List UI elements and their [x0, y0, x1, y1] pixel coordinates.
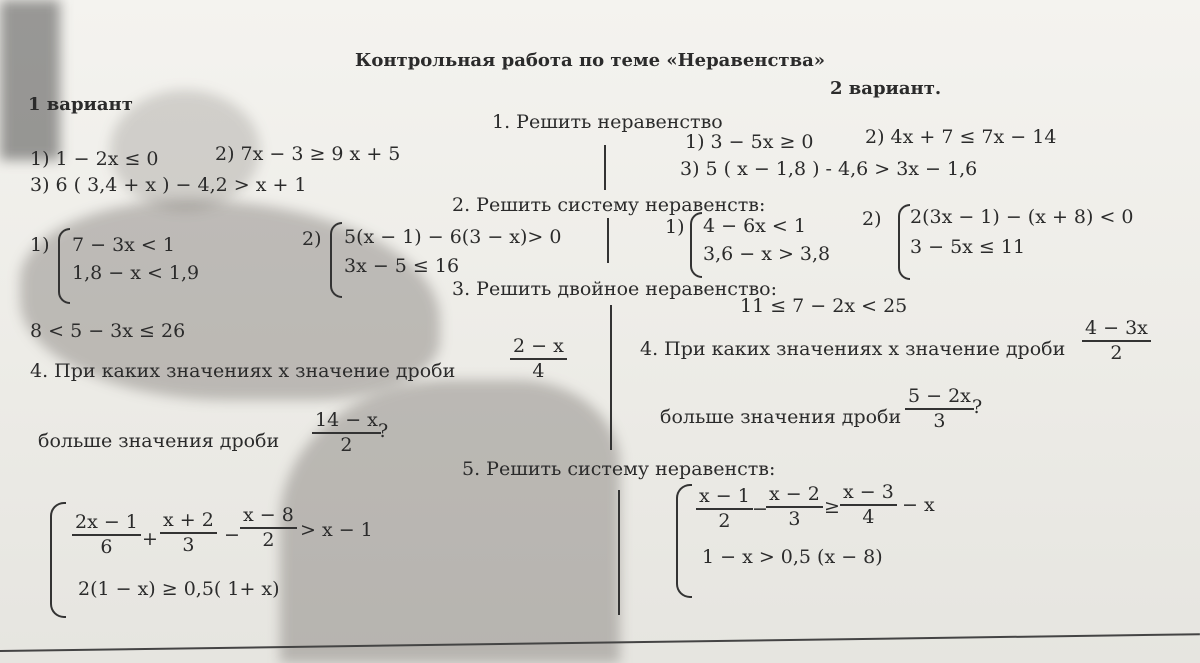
variant-2-label: 2 вариант. — [830, 78, 942, 99]
task1-v2-item1: 1) 3 − 5x ≥ 0 — [685, 131, 814, 153]
system-brace — [676, 484, 692, 598]
fraction-numerator: x − 3 — [840, 482, 897, 506]
task5-v1-fraction2 — [160, 510, 217, 557]
task4-v1-fraction2 — [312, 410, 381, 457]
fraction-denominator: 2 — [1110, 341, 1123, 364]
task1-v2-item2: 2) 4x + 7 ≤ 7x − 14 — [865, 126, 1057, 148]
column-divider — [610, 305, 612, 450]
page-title: Контрольная работа по теме «Неравенства» — [355, 50, 825, 71]
fraction-denominator: 3 — [788, 507, 801, 530]
task4-v1-line2: больше значения дроби — [38, 430, 280, 452]
task1-v1-item3: 3) 6 ( 3,4 + x ) − 4,2 > x + 1 — [30, 174, 307, 196]
fraction-numerator: x − 2 — [766, 484, 823, 508]
system-brace — [898, 204, 910, 280]
task2-v2-sys2-line2: 3 − 5x ≤ 11 — [910, 236, 1026, 258]
task5-v2-fraction2 — [766, 484, 823, 531]
task5-v2-rhs: − x — [902, 494, 935, 516]
fraction-numerator: x − 1 — [696, 486, 753, 510]
task4-v2-line2: больше значения дроби — [660, 406, 902, 428]
task2-heading: 2. Решить систему неравенств: — [452, 194, 766, 216]
task5-v1-fraction1 — [72, 512, 141, 559]
system-brace — [690, 212, 702, 278]
task3-v1-inequality: 8 < 5 − 3x ≤ 26 — [30, 320, 186, 342]
task4-v1-fraction1 — [510, 336, 567, 383]
column-divider — [618, 490, 620, 615]
fraction-denominator: 2 — [718, 509, 731, 532]
task4-v2-fraction1 — [1082, 318, 1151, 365]
fraction-numerator: 5 − 2x — [905, 386, 974, 410]
task2-v2-sys2-line1: 2(3x − 1) − (x + 8) < 0 — [910, 206, 1134, 228]
task1-v1-item2: 2) 7x − 3 ≥ 9 x + 5 — [215, 143, 401, 165]
geq-sign: ≥ — [824, 496, 840, 518]
task2-v1-sys2-line1: 5(x − 1) − 6(3 − x)> 0 — [344, 226, 562, 248]
task1-v1-item1: 1) 1 − 2x ≤ 0 — [30, 148, 159, 170]
task3-heading: 3. Решить двойное неравенство: — [452, 278, 777, 300]
variant-1-label: 1 вариант — [28, 94, 133, 115]
task5-v2-line2: 1 − x > 0,5 (x − 8) — [702, 546, 883, 568]
task1-v2-item3: 3) 5 ( x − 1,8 ) - 4,6 > 3x − 1,6 — [680, 158, 978, 180]
fraction-denominator: 3 — [182, 533, 195, 556]
task2-v2-sys1-line2: 3,6 − x > 3,8 — [703, 243, 831, 265]
column-divider — [607, 218, 609, 263]
fraction-denominator: 6 — [100, 535, 113, 558]
task5-v1-line2: 2(1 − x) ≥ 0,5( 1+ x) — [78, 578, 280, 600]
fraction-denominator: 4 — [862, 505, 875, 528]
fraction-numerator: x + 2 — [160, 510, 217, 534]
fraction-denominator: 2 — [262, 528, 275, 551]
task5-v2-fraction3 — [840, 482, 897, 529]
column-divider — [604, 145, 606, 190]
task5-v1-fraction3 — [240, 505, 297, 552]
fraction-denominator: 4 — [532, 359, 545, 382]
fraction-denominator: 2 — [340, 433, 353, 456]
task1-heading: 1. Решить неравенство — [492, 111, 723, 133]
question-mark: ? — [972, 396, 983, 418]
fraction-numerator: 2x − 1 — [72, 512, 141, 536]
task5-heading: 5. Решить систему неравенств: — [462, 458, 776, 480]
photo-shadow — [0, 0, 60, 160]
minus-sign: − — [224, 524, 240, 546]
plus-sign: + — [142, 528, 158, 550]
question-mark: ? — [378, 420, 389, 442]
task2-v2-sys1-label: 1) — [665, 216, 685, 238]
task2-v2-sys1-line1: 4 − 6x < 1 — [703, 215, 806, 237]
fraction-numerator: 2 − x — [510, 336, 567, 360]
task2-v2-sys2-label: 2) — [862, 208, 882, 230]
task4-v2-heading: 4. При каких значениях x значение дроби — [640, 338, 1066, 360]
task2-v1-sys2-label: 2) — [302, 228, 322, 250]
task2-v1-sys2-line2: 3x − 5 ≤ 16 — [344, 255, 460, 277]
system-brace — [50, 502, 66, 618]
task4-v2-fraction2 — [905, 386, 974, 433]
system-brace — [330, 222, 342, 298]
fraction-denominator: 3 — [933, 409, 946, 432]
fraction-numerator: x − 8 — [240, 505, 297, 529]
task5-v2-fraction1 — [696, 486, 753, 533]
task2-v1-sys1-label: 1) — [30, 234, 50, 256]
task4-v1-heading: 4. При каких значениях x значение дроби — [30, 360, 456, 382]
system-brace — [58, 228, 70, 304]
task5-v1-rhs: > x − 1 — [300, 519, 373, 541]
minus-sign: − — [752, 498, 768, 520]
task2-v1-sys1-line1: 7 − 3x < 1 — [72, 234, 175, 256]
task3-v2-inequality: 11 ≤ 7 − 2x < 25 — [740, 295, 908, 317]
fraction-numerator: 4 − 3x — [1082, 318, 1151, 342]
task2-v1-sys1-line2: 1,8 − x < 1,9 — [72, 262, 200, 284]
fraction-numerator: 14 − x — [312, 410, 381, 434]
